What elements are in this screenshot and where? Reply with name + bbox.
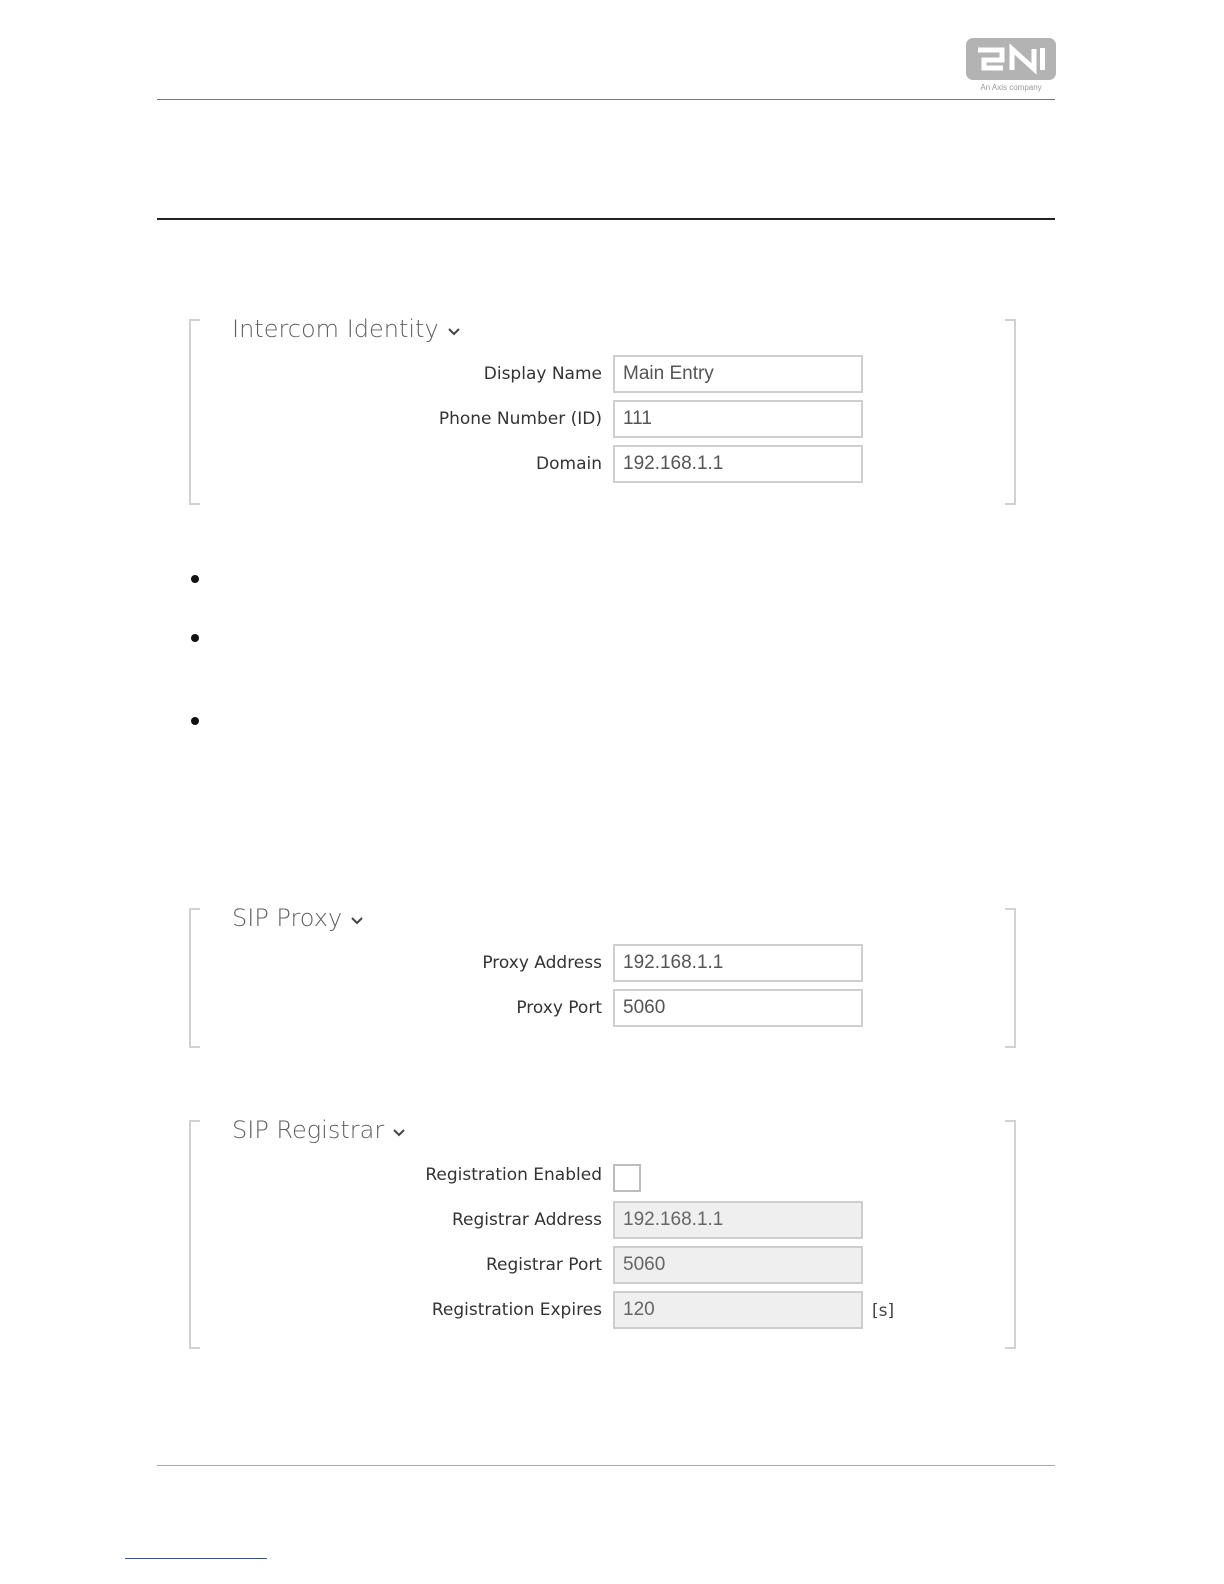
registrar-address-row [189,1201,1016,1239]
registration-expires-unit: [s] [872,1301,895,1321]
chevron-down-icon [351,917,363,925]
sip-proxy-panel [189,904,1016,1048]
list-bullet [191,634,199,642]
registration-expires-label: Registration Expires [431,1300,602,1320]
display-name-input[interactable] [613,355,863,393]
intercom-identity-title: Intercom Identity [232,315,439,343]
registrar-port-row [189,1246,1016,1284]
proxy-port-input[interactable] [613,989,863,1027]
heading-divider [157,218,1055,220]
registrar-port-input[interactable] [613,1246,863,1284]
list-bullet [191,575,199,583]
domain-row [189,445,1016,483]
proxy-address-label: Proxy Address [482,953,602,973]
phone-number-row [189,400,1016,438]
intercom-identity-panel [189,315,1016,505]
domain-input[interactable] [613,445,863,483]
phone-number-label: Phone Number (ID) [438,409,602,429]
registration-enabled-row [189,1162,1016,1200]
registration-enabled-checkbox[interactable] [613,1164,641,1192]
sip-proxy-header[interactable] [232,904,363,932]
proxy-address-input[interactable] [613,944,863,982]
registrar-port-label: Registrar Port [485,1255,602,1275]
brand-logo [966,38,1056,80]
chevron-down-icon [448,328,460,336]
chevron-down-icon [393,1129,405,1137]
proxy-port-label: Proxy Port [516,998,602,1018]
sip-registrar-panel [189,1116,1016,1349]
proxy-address-row [189,944,1016,982]
list-bullet [191,717,199,725]
registration-expires-row [189,1291,1016,1329]
footer-divider [157,1465,1055,1466]
sip-proxy-title: SIP Proxy [232,904,343,932]
registrar-address-input[interactable] [613,1201,863,1239]
footer-link-underline[interactable] [125,1558,267,1559]
registrar-address-label: Registrar Address [451,1210,602,1230]
intercom-identity-header[interactable] [232,315,460,343]
registration-enabled-label: Registration Enabled [425,1165,602,1185]
sip-registrar-title: SIP Registrar [232,1116,385,1144]
registration-expires-input[interactable] [613,1291,863,1329]
display-name-row [189,355,1016,393]
display-name-label: Display Name [483,364,602,384]
logo-subtitle: An Axis company [980,83,1042,92]
domain-label: Domain [536,454,602,474]
header-divider [157,99,1055,100]
proxy-port-row [189,989,1016,1027]
phone-number-input[interactable] [613,400,863,438]
sip-registrar-header[interactable] [232,1116,405,1144]
